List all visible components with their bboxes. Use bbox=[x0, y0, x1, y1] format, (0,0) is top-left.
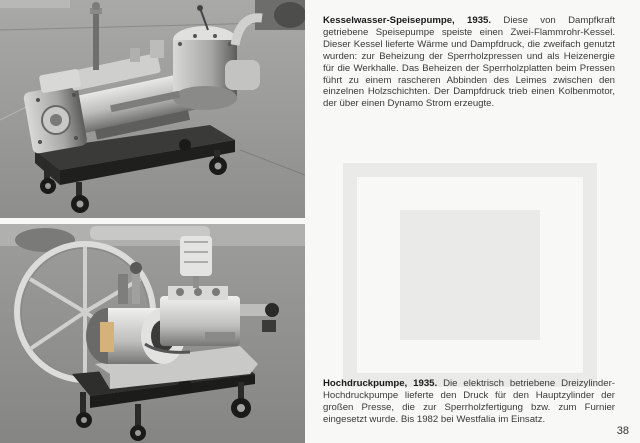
caption-high-pressure-pump bbox=[323, 378, 615, 426]
photo-high-pressure-pump bbox=[0, 224, 305, 443]
caption-title: Kesselwasser-Speisepumpe, 1935. bbox=[323, 15, 504, 26]
background-watermark bbox=[330, 150, 610, 400]
feedwater-pump-image bbox=[0, 0, 305, 218]
page-number: 38 bbox=[616, 425, 629, 437]
caption-feedwater-pump bbox=[323, 15, 615, 110]
caption-body: Diese von Dampfkraft getriebene Speisepumpe speiste einen Zwei-Flammrohr-Kessel. Dieser Kessel lieferte Wärme und Dampfdruck, die zweifach genutzt wurden: zur Beheizung der Sperrholzpressen und als Heizenergie für die Werkhalle. Das Beheizen der Sperrholzplatten beim Pressen führt zu einem rascheren Abbinden des Leimes zwischen den einzelnen Holzschichten. Der Dampfdruck trieb einen Kolbenmotor, der über einen Dynamo Strom erzeugte. bbox=[323, 15, 615, 110]
photo-feedwater-pump bbox=[0, 0, 305, 218]
caption-title: Hochdruckpumpe, 1935. bbox=[323, 378, 444, 389]
high-pressure-pump-image bbox=[0, 224, 305, 443]
caption-body: Die elektrisch betriebene Dreizylinder-Hochdruckpumpe lieferte den Druck für den Hauptzylinder der großen Presse, die zur Sperrholzfertigung bzw. zum Furnier eingesetzt wurde. Bis 1982 bei Westfalia im Einsatz. bbox=[323, 378, 615, 425]
